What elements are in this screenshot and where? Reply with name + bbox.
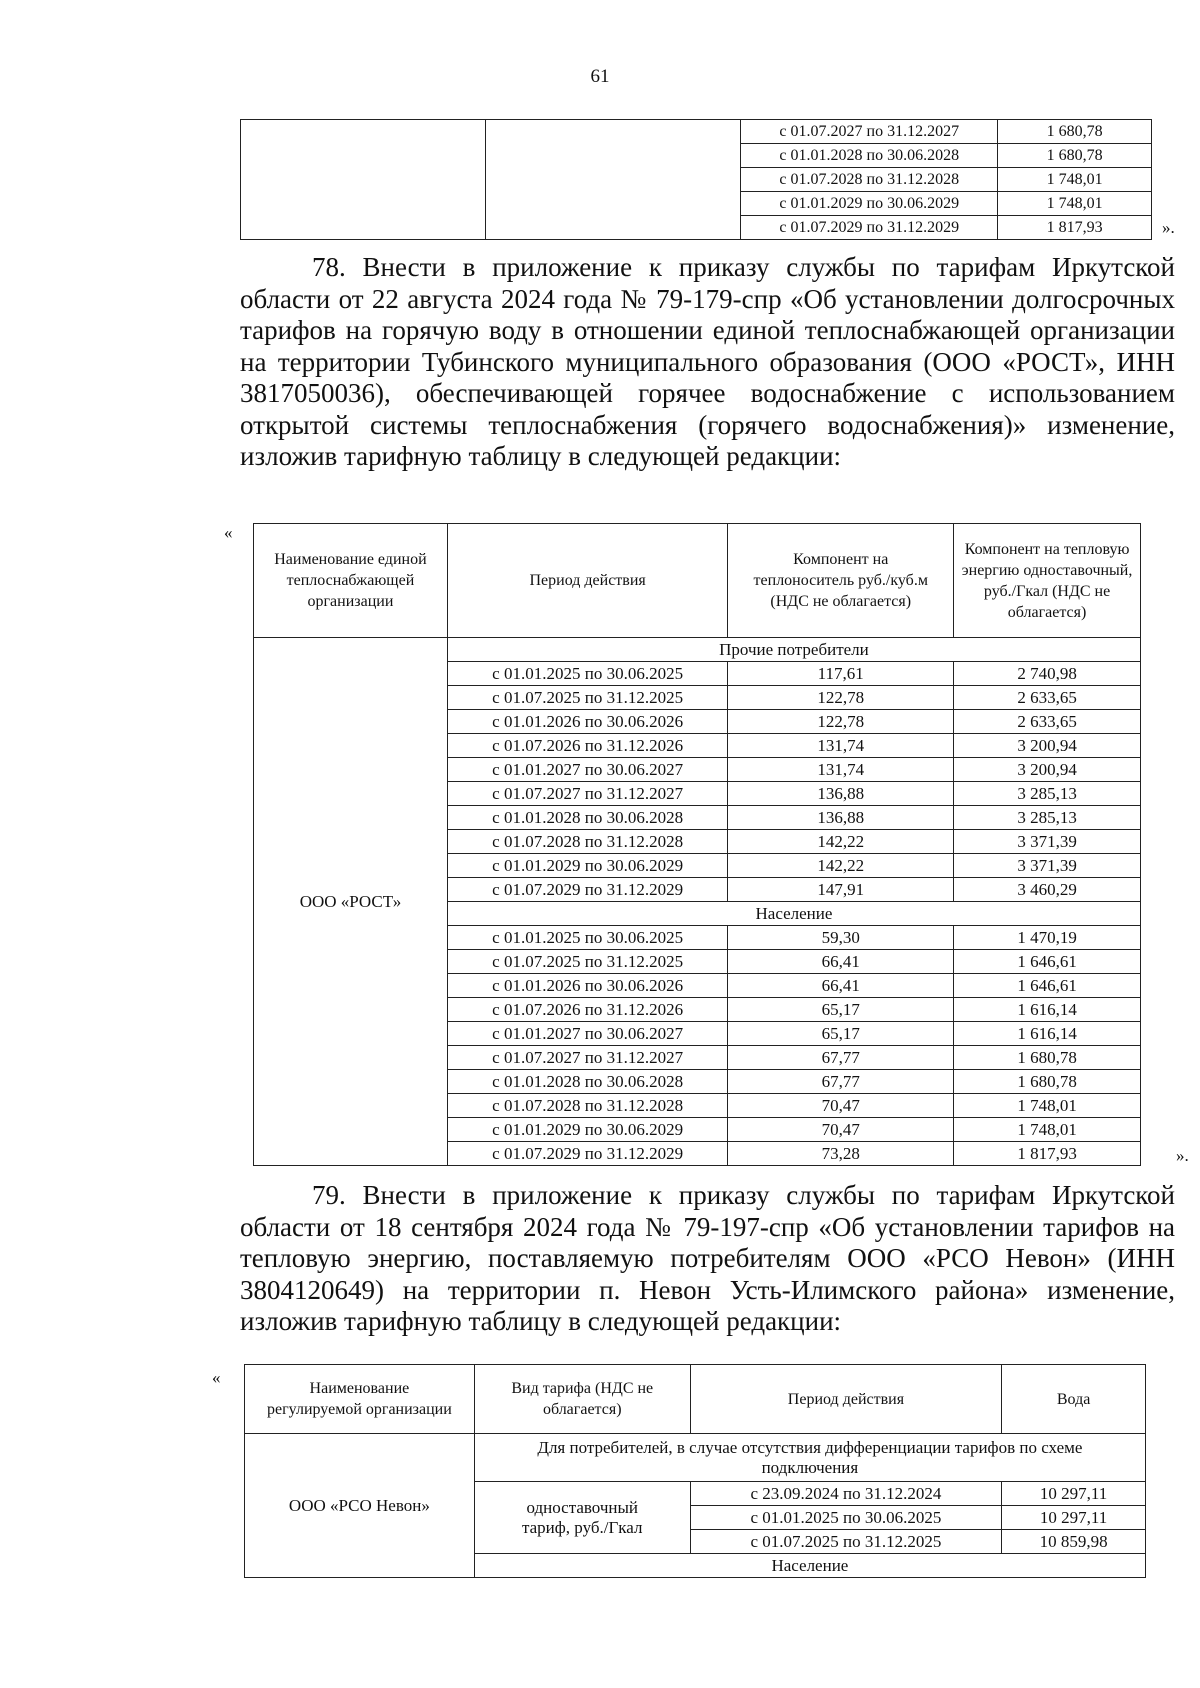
header-water: Вода	[1002, 1365, 1146, 1434]
energy-cell: 1 616,14	[954, 1022, 1141, 1046]
carrier-cell: 117,61	[728, 662, 954, 686]
energy-cell: 2 633,65	[954, 686, 1141, 710]
section-row	[254, 638, 1141, 662]
carrier-cell: 66,41	[728, 950, 954, 974]
energy-cell: 1 646,61	[954, 974, 1141, 998]
empty-cell	[241, 120, 486, 240]
period-cell: с 01.07.2028 по 31.12.2028	[447, 1094, 727, 1118]
tariff-table-nevon	[244, 1364, 1146, 1578]
period-cell: с 01.01.2025 по 30.06.2025	[447, 662, 727, 686]
header-org: Наименование регулируемой организации	[245, 1365, 475, 1434]
section-population: Население	[447, 902, 1140, 926]
carrier-cell: 70,47	[728, 1094, 954, 1118]
continuation-table	[240, 119, 1152, 240]
water-cell: 10 297,11	[1002, 1506, 1146, 1530]
energy-cell: 1 470,19	[954, 926, 1141, 950]
tariff-label: одноставочный тариф, руб./Гкал	[474, 1482, 690, 1554]
energy-cell: 2 740,98	[954, 662, 1141, 686]
paragraph-78	[240, 252, 1175, 473]
value-cell: 1 748,01	[998, 168, 1152, 192]
period-cell: с 01.01.2029 по 30.06.2029	[741, 192, 998, 216]
period-cell: с 01.01.2028 по 30.06.2028	[741, 144, 998, 168]
period-cell: с 01.07.2027 по 31.12.2027	[741, 120, 998, 144]
paragraph-79	[240, 1180, 1175, 1338]
water-cell: 10 859,98	[1002, 1530, 1146, 1554]
empty-cell	[485, 120, 741, 240]
energy-cell: 1 616,14	[954, 998, 1141, 1022]
energy-cell: 1 748,01	[954, 1118, 1141, 1142]
period-cell: с 01.01.2027 по 30.06.2027	[447, 1022, 727, 1046]
carrier-cell: 67,77	[728, 1070, 954, 1094]
energy-cell: 3 285,13	[954, 782, 1141, 806]
value-cell: 1 817,93	[998, 216, 1152, 240]
continuation-table-body	[241, 120, 1152, 240]
section-other-consumers: Прочие потребители	[447, 638, 1140, 662]
energy-cell: 1 680,78	[954, 1070, 1141, 1094]
energy-cell: 1 680,78	[954, 1046, 1141, 1070]
period-cell: с 01.07.2028 по 31.12.2028	[447, 830, 727, 854]
period-cell: с 01.01.2025 по 30.06.2025	[447, 926, 727, 950]
period-cell: с 01.01.2026 по 30.06.2026	[447, 974, 727, 998]
period-cell: с 01.07.2026 по 31.12.2026	[447, 998, 727, 1022]
period-cell: с 01.07.2025 по 31.12.2025	[690, 1530, 1001, 1554]
tariff-table-rost	[253, 523, 1141, 1166]
paragraph-79-text: 79. Внести в приложение к приказу службы по тарифам Иркутской области от 18 сентября 2024 года № 79-197-спр «Об установлении тарифов на тепловую энергию, поставляемую потребителям ООО «РСО Невон» (ИНН 3804120649) на территории п. Невон Усть-Илимского района» изменение, изложив тарифную таблицу в следующей редакции:	[240, 1180, 1175, 1336]
period-cell: с 01.07.2027 по 31.12.2027	[447, 1046, 727, 1070]
tariff-table-rost-body	[254, 638, 1141, 1166]
period-cell: с 01.07.2027 по 31.12.2027	[447, 782, 727, 806]
opening-quote-79: «	[212, 1368, 221, 1387]
energy-cell: 1 646,61	[954, 950, 1141, 974]
period-cell: с 01.07.2026 по 31.12.2026	[447, 734, 727, 758]
carrier-cell: 73,28	[728, 1142, 954, 1166]
period-cell: с 23.09.2024 по 31.12.2024	[690, 1482, 1001, 1506]
closing-quote-78: ».	[1176, 1146, 1189, 1165]
carrier-cell: 122,78	[728, 686, 954, 710]
period-cell: с 01.01.2028 по 30.06.2028	[447, 1070, 727, 1094]
value-cell: 1 680,78	[998, 120, 1152, 144]
carrier-cell: 131,74	[728, 734, 954, 758]
carrier-cell: 59,30	[728, 926, 954, 950]
carrier-cell: 65,17	[728, 998, 954, 1022]
carrier-cell: 122,78	[728, 710, 954, 734]
energy-cell: 3 371,39	[954, 854, 1141, 878]
energy-cell: 1 748,01	[954, 1094, 1141, 1118]
energy-cell: 3 200,94	[954, 758, 1141, 782]
water-cell: 10 297,11	[1002, 1482, 1146, 1506]
period-cell: с 01.01.2028 по 30.06.2028	[447, 806, 727, 830]
energy-cell: 3 285,13	[954, 806, 1141, 830]
header-org: Наименование единой теплоснабжающей организации	[254, 524, 448, 638]
carrier-cell: 142,22	[728, 830, 954, 854]
carrier-cell: 136,88	[728, 782, 954, 806]
carrier-cell: 65,17	[728, 1022, 954, 1046]
carrier-cell: 67,77	[728, 1046, 954, 1070]
org-name: ООО «РОСТ»	[254, 638, 448, 1166]
period-cell: с 01.01.2029 по 30.06.2029	[447, 854, 727, 878]
period-cell: с 01.01.2025 по 30.06.2025	[690, 1506, 1001, 1530]
section-population: Население	[474, 1554, 1145, 1578]
header-energy: Компонент на тепловую энергию одноставочный, руб./Гкал (НДС не облагается)	[954, 524, 1141, 638]
carrier-cell: 142,22	[728, 854, 954, 878]
period-cell: с 01.01.2026 по 30.06.2026	[447, 710, 727, 734]
period-cell: с 01.07.2028 по 31.12.2028	[741, 168, 998, 192]
period-cell: с 01.01.2027 по 30.06.2027	[447, 758, 727, 782]
carrier-cell: 147,91	[728, 878, 954, 902]
value-cell: 1 748,01	[998, 192, 1152, 216]
carrier-cell: 70,47	[728, 1118, 954, 1142]
section-consumers: Для потребителей, в случае отсутствия дифференциации тарифов по схеме подключения	[474, 1434, 1145, 1482]
carrier-cell: 66,41	[728, 974, 954, 998]
energy-cell: 3 371,39	[954, 830, 1141, 854]
energy-cell: 1 817,93	[954, 1142, 1141, 1166]
table-row	[241, 120, 1152, 144]
header-carrier: Компонент на теплоноситель руб./куб.м (НДС не облагается)	[728, 524, 954, 638]
carrier-cell: 136,88	[728, 806, 954, 830]
org-name: ООО «РСО Невон»	[245, 1434, 475, 1578]
header-period: Период действия	[690, 1365, 1001, 1434]
period-cell: с 01.07.2025 по 31.12.2025	[447, 950, 727, 974]
period-cell: с 01.01.2029 по 30.06.2029	[447, 1118, 727, 1142]
header-period: Период действия	[447, 524, 727, 638]
page-number: 61	[590, 66, 610, 87]
energy-cell: 3 200,94	[954, 734, 1141, 758]
period-cell: с 01.07.2025 по 31.12.2025	[447, 686, 727, 710]
period-cell: с 01.07.2029 по 31.12.2029	[447, 1142, 727, 1166]
energy-cell: 2 633,65	[954, 710, 1141, 734]
value-cell: 1 680,78	[998, 144, 1152, 168]
carrier-cell: 131,74	[728, 758, 954, 782]
opening-quote-78: «	[224, 523, 233, 542]
paragraph-78-text: 78. Внести в приложение к приказу службы по тарифам Иркутской области от 22 августа 2024 года № 79-179-спр «Об установлении долгосрочных тарифов на горячую воду в отношении единой теплоснабжающей организации на территории Тубинского муниципального образования (ООО «РОСТ», ИНН 3817050036), обеспечивающей горячее водоснабжение с использованием открытой системы теплоснабжения (горячего водоснабжения)» изменение, изложив тарифную таблицу в следующей редакции:	[240, 252, 1175, 471]
period-cell: с 01.07.2029 по 31.12.2029	[741, 216, 998, 240]
header-tariff-type: Вид тарифа (НДС не облагается)	[474, 1365, 690, 1434]
energy-cell: 3 460,29	[954, 878, 1141, 902]
period-cell: с 01.07.2029 по 31.12.2029	[447, 878, 727, 902]
closing-quote-top: ».	[1162, 218, 1175, 237]
